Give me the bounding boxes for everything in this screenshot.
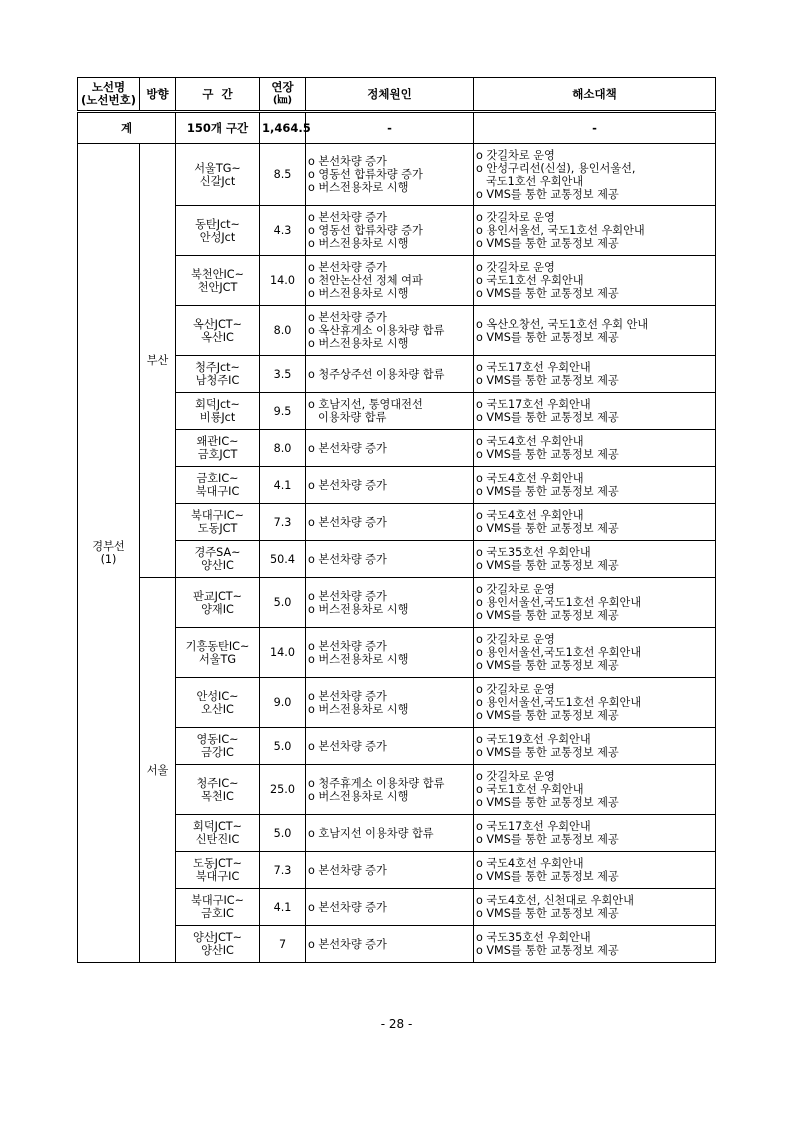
length-cell: 9.5 [260,393,306,430]
total-row [78,112,716,144]
length-cell: 5.0 [260,728,306,765]
cause-line: o 천안논산선 정체 여파 [308,274,423,287]
cause-line: o 버스전용차로 시행 [308,337,409,350]
section-line: 도동JCT~ [193,857,242,870]
measure-line: o VMS를 통한 교통정보 제공 [476,796,619,809]
measure-cell [474,504,716,541]
length-cell: 4.1 [260,889,306,926]
section-line: 서울TG~ [194,161,241,175]
section-line: 북대구IC [195,870,240,883]
cause-cell [306,144,474,206]
measure-line: o VMS를 통한 교통정보 제공 [476,833,619,846]
section-line: 양산IC [201,944,234,957]
measure-cell [474,306,716,356]
page-number: - 28 - [380,1017,413,1031]
section-line: 양산JCT~ [193,931,242,944]
section-line: 서울TG [198,652,237,666]
section-line: 옥산IC [201,330,234,344]
cause-line: o 본선차량 증가 [308,900,387,914]
measure-line: o 용인서울선,국도1호선 우회안내 [476,646,642,659]
measure-line: o VMS를 통한 교통정보 제공 [476,485,619,498]
total-section: 150개 구간 [176,112,260,144]
measure-line: 국도1호선 우회안내 [486,174,584,188]
cause-line: o 청주휴게소 이용차량 합류 [308,776,445,790]
section-cell [176,206,260,256]
section-line: 비룡Jct [199,411,236,424]
measure-line: o 국도4호선 우회안내 [476,509,584,522]
section-line: 판교JCT~ [193,589,242,603]
cause-cell [306,852,474,889]
measure-cell [474,815,716,852]
measure-cell [474,393,716,430]
section-line: 양재IC [201,602,234,616]
measure-line: o 갓길차로 운영 [476,261,555,274]
measure-cell [474,765,716,815]
measure-line: o VMS를 통한 교통정보 제공 [476,237,619,250]
measure-line: o 국도4호선, 신천대로 우회안내 [476,894,634,907]
measure-line: o VMS를 통한 교통정보 제공 [476,907,619,920]
cause-cell [306,206,474,256]
header-length [260,78,306,112]
measure-line: o 갓길차로 운영 [476,633,555,646]
section-cell [176,504,260,541]
section-line: 북천안IC~ [191,267,244,281]
measure-line: o VMS를 통한 교통정보 제공 [476,746,619,759]
congestion-table [77,77,716,963]
table-row [78,578,716,628]
length-cell: 9.0 [260,678,306,728]
section-line: 금강IC [201,746,234,759]
direction-cell: 서울 [140,578,176,963]
cause-line: o 호남지선 이용차량 합류 [308,826,434,840]
measure-cell [474,206,716,256]
section-line: 목천IC [201,789,234,803]
total-cause: - [306,112,474,144]
section-line: 남청주IC [195,374,240,387]
section-line: 안성IC~ [196,689,239,703]
measure-line: o 국도17호선 우회안내 [476,398,591,411]
length-cell: 8.5 [260,144,306,206]
section-line: 도동JCT [197,522,238,535]
cause-cell [306,541,474,578]
measure-line: o 국도4호선 우회안내 [476,857,584,870]
header-measure: 해소대책 [474,78,716,112]
length-cell: 4.1 [260,467,306,504]
cause-line: o 본선차량 증가 [308,739,387,753]
measure-cell [474,256,716,306]
section-line: 북대구IC~ [191,509,244,522]
measure-line: o VMS를 통한 교통정보 제공 [476,187,619,201]
section-line: 청주IC~ [196,776,239,790]
length-cell: 50.4 [260,541,306,578]
route-number: (1) [100,553,117,566]
measure-line: o 국도1호선 우회안내 [476,274,584,287]
measure-line: o 용인서울선, 국도1호선 우회안내 [476,224,645,237]
section-cell [176,728,260,765]
cause-cell [306,578,474,628]
measure-cell [474,144,716,206]
section-cell [176,628,260,678]
length-cell: 8.0 [260,430,306,467]
cause-cell [306,306,474,356]
section-cell [176,852,260,889]
cause-cell [306,678,474,728]
measure-cell [474,889,716,926]
cause-line: o 본선차량 증가 [308,155,387,168]
section-line: 회덕Jct~ [195,398,240,411]
section-cell [176,467,260,504]
length-cell: 14.0 [260,628,306,678]
measure-line: o 옥산오창선, 국도1호선 우회 안내 [476,317,649,331]
cause-line: o 청주상주선 이용차량 합류 [308,367,445,381]
measure-line: o 갓길차로 운영 [476,148,555,162]
section-line: 회덕JCT~ [193,820,242,833]
measure-line: o VMS를 통한 교통정보 제공 [476,609,619,622]
cause-line: o 본선차량 증가 [308,937,387,951]
cause-cell [306,765,474,815]
section-cell [176,889,260,926]
measure-cell [474,578,716,628]
section-cell [176,306,260,356]
length-cell: 7.3 [260,504,306,541]
measure-line: o 국도4호선 우회안내 [476,472,584,485]
measure-line: o 안성구리선(신설), 용인서울선, [476,161,636,175]
cause-cell [306,393,474,430]
measure-line: o 국도35호선 우회안내 [476,931,591,944]
cause-line: o 본선차량 증가 [308,689,387,703]
cause-line: o 본선차량 증가 [308,441,387,455]
route-name: 경부선 [92,540,125,553]
section-cell [176,926,260,963]
table-row [78,144,716,206]
cause-line: o 버스전용차로 시행 [308,652,409,666]
measure-line: o VMS를 통한 교통정보 제공 [476,522,619,535]
measure-cell [474,628,716,678]
measure-line: o VMS를 통한 교통정보 제공 [476,448,619,461]
cause-line: o 본선차량 증가 [308,552,387,566]
cause-cell [306,467,474,504]
cause-line: o 본선차량 증가 [308,261,387,274]
header-route-label: 노선명 [91,80,126,94]
measure-cell [474,678,716,728]
section-line: 북대구IC [195,485,240,498]
cause-line: o 영동선 합류차량 증가 [308,224,423,237]
measure-line: o 용인서울선,국도1호선 우회안내 [476,596,642,609]
section-line: 동탄Jct~ [195,217,240,231]
cause-line: o 버스전용차로 시행 [308,181,409,194]
cause-cell [306,926,474,963]
cause-cell [306,430,474,467]
cause-cell [306,504,474,541]
header-length-unit: (㎞) [272,95,293,106]
length-cell: 7 [260,926,306,963]
section-cell [176,144,260,206]
cause-line: o 본선차량 증가 [308,863,387,877]
cause-line: o 본선차량 증가 [308,589,387,603]
cause-cell [306,256,474,306]
section-line: 경주SA~ [194,546,241,559]
section-line: 양산IC [201,559,234,572]
section-cell [176,765,260,815]
header-direction: 방향 [140,78,176,112]
cause-cell [306,356,474,393]
section-cell [176,541,260,578]
section-cell [176,430,260,467]
total-measure: - [474,112,716,144]
header-route-sub: (노선번호) [81,93,136,107]
measure-cell [474,541,716,578]
section-cell [176,578,260,628]
header-route [78,78,140,112]
length-cell: 14.0 [260,256,306,306]
length-cell: 3.5 [260,356,306,393]
section-line: 신갈Jct [199,174,236,188]
header-length-label: 연장 [271,80,294,94]
cause-line: o 버스전용차로 시행 [308,702,409,716]
measure-line: o 국도17호선 우회안내 [476,820,591,833]
total-label: 계 [78,112,176,144]
section-line: 옥산JCT~ [193,317,242,331]
section-line: 금호IC [201,907,234,920]
length-cell: 4.3 [260,206,306,256]
section-line: 청주Jct~ [195,361,240,374]
measure-line: o 국도35호선 우회안내 [476,546,591,559]
length-cell: 8.0 [260,306,306,356]
measure-cell [474,728,716,765]
measure-cell [474,926,716,963]
measure-line: o 국도17호선 우회안내 [476,361,591,374]
length-cell: 25.0 [260,765,306,815]
header-cause: 정체원인 [306,78,474,112]
cause-line: o 영동선 합류차량 증가 [308,168,423,181]
section-cell [176,815,260,852]
cause-line: o 버스전용차로 시행 [308,789,409,803]
length-cell: 5.0 [260,578,306,628]
measure-cell [474,430,716,467]
cause-line: o 버스전용차로 시행 [308,237,409,250]
section-cell [176,256,260,306]
cause-line: o 본선차량 증가 [308,211,387,224]
direction-cell: 부산 [140,144,176,578]
measure-line: o 갓길차로 운영 [476,583,555,596]
section-line: 금호IC~ [196,472,239,485]
section-line: 금호JCT [197,448,238,461]
cause-cell [306,889,474,926]
cause-line: o 본선차량 증가 [308,639,387,653]
section-cell [176,678,260,728]
total-length: 1,464.5 [260,112,306,144]
measure-line: o VMS를 통한 교통정보 제공 [476,944,619,957]
measure-cell [474,356,716,393]
measure-line: o VMS를 통한 교통정보 제공 [476,330,619,344]
section-cell [176,393,260,430]
section-line: 왜관IC~ [196,435,239,448]
cause-line: o 본선차량 증가 [308,311,387,324]
measure-line: o VMS를 통한 교통정보 제공 [476,559,619,572]
section-line: 영동IC~ [196,733,239,746]
measure-line: o 갓길차로 운영 [476,683,555,696]
measure-line: o 용인서울선,국도1호선 우회안내 [476,696,642,709]
cause-cell [306,628,474,678]
cause-line: o 옥산휴게소 이용차량 합류 [308,324,445,337]
cause-cell [306,728,474,765]
route-cell [78,144,140,963]
length-cell: 5.0 [260,815,306,852]
measure-line: o 갓길차로 운영 [476,211,555,224]
measure-line: o 국도1호선 우회안내 [476,783,584,796]
cause-line: o 버스전용차로 시행 [308,287,409,300]
cause-line: 이용차량 합류 [318,411,387,424]
section-line: 신탄진IC [195,833,240,846]
section-line: 북대구IC~ [191,894,244,907]
measure-line: o 갓길차로 운영 [476,770,555,783]
measure-line: o VMS를 통한 교통정보 제공 [476,287,619,300]
section-line: 천안JCT [197,280,238,294]
measure-line: o VMS를 통한 교통정보 제공 [476,870,619,883]
measure-line: o VMS를 통한 교통정보 제공 [476,374,619,387]
section-line: 기흥동탄IC~ [185,639,250,653]
measure-cell [474,467,716,504]
length-cell: 7.3 [260,852,306,889]
measure-line: o VMS를 통한 교통정보 제공 [476,411,619,424]
measure-line: o VMS를 통한 교통정보 제공 [476,659,619,672]
measure-line: o 국도19호선 우회안내 [476,733,591,746]
measure-line: o VMS를 통한 교통정보 제공 [476,709,619,722]
section-line: 오산IC [201,702,234,716]
cause-line: o 버스전용차로 시행 [308,602,409,616]
header-section: 구 간 [176,78,260,112]
header-row [78,78,716,112]
cause-line: o 호남지선, 통영대전선 [308,398,423,411]
section-cell [176,356,260,393]
section-line: 안성Jct [199,230,236,244]
measure-line: o 국도4호선 우회안내 [476,435,584,448]
cause-line: o 본선차량 증가 [308,515,387,529]
cause-line: o 본선차량 증가 [308,478,387,492]
measure-cell [474,852,716,889]
cause-cell [306,815,474,852]
